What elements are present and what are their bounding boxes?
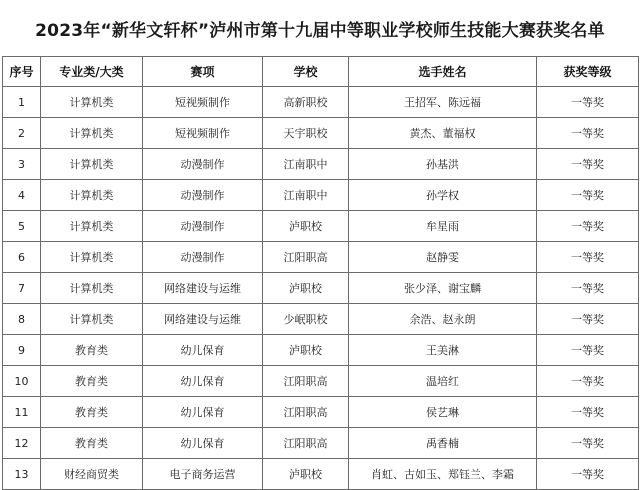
cell-school: 江阳职高 xyxy=(263,428,349,459)
cell-event: 短视频制作 xyxy=(143,87,263,118)
cell-major: 计算机类 xyxy=(41,273,143,304)
cell-award-level: 一等奖 xyxy=(537,304,639,335)
cell-players: 余浩、赵永朗 xyxy=(349,304,537,335)
cell-players: 侯艺琳 xyxy=(349,397,537,428)
cell-award-level: 一等奖 xyxy=(537,180,639,211)
cell-players: 黄杰、董福权 xyxy=(349,118,537,149)
cell-event: 动漫制作 xyxy=(143,211,263,242)
cell-award-level: 一等奖 xyxy=(537,149,639,180)
cell-school: 泸职校 xyxy=(263,273,349,304)
header-event: 赛项 xyxy=(143,57,263,87)
header-players: 选手姓名 xyxy=(349,57,537,87)
cell-award-level: 一等奖 xyxy=(537,366,639,397)
table-row xyxy=(3,180,639,211)
cell-award-level: 一等奖 xyxy=(537,397,639,428)
table-row xyxy=(3,428,639,459)
cell-event: 动漫制作 xyxy=(143,149,263,180)
cell-serial: 11 xyxy=(3,397,41,428)
cell-major: 计算机类 xyxy=(41,87,143,118)
cell-event: 动漫制作 xyxy=(143,180,263,211)
table-row xyxy=(3,366,639,397)
cell-serial: 2 xyxy=(3,118,41,149)
table-row xyxy=(3,118,639,149)
cell-award-level: 一等奖 xyxy=(537,87,639,118)
header-major: 专业类/大类 xyxy=(41,57,143,87)
table-row xyxy=(3,149,639,180)
table-row xyxy=(3,211,639,242)
cell-school: 泸职校 xyxy=(263,459,349,490)
cell-school: 泸职校 xyxy=(263,211,349,242)
cell-players: 王美淋 xyxy=(349,335,537,366)
cell-major: 计算机类 xyxy=(41,304,143,335)
cell-major: 计算机类 xyxy=(41,211,143,242)
cell-school: 高新职校 xyxy=(263,87,349,118)
cell-school: 少岷职校 xyxy=(263,304,349,335)
header-award-level: 获奖等级 xyxy=(537,57,639,87)
cell-award-level: 一等奖 xyxy=(537,335,639,366)
cell-event: 幼儿保育 xyxy=(143,428,263,459)
cell-serial: 13 xyxy=(3,459,41,490)
cell-award-level: 一等奖 xyxy=(537,118,639,149)
table-body xyxy=(3,87,639,490)
cell-players: 孙基洪 xyxy=(349,149,537,180)
awards-table xyxy=(2,56,639,490)
cell-event: 短视频制作 xyxy=(143,118,263,149)
cell-players: 禹香楠 xyxy=(349,428,537,459)
cell-serial: 9 xyxy=(3,335,41,366)
cell-event: 动漫制作 xyxy=(143,242,263,273)
cell-players: 赵静雯 xyxy=(349,242,537,273)
cell-serial: 5 xyxy=(3,211,41,242)
cell-school: 江阳职高 xyxy=(263,242,349,273)
table-row xyxy=(3,459,639,490)
header-serial: 序号 xyxy=(3,57,41,87)
cell-players: 孙学权 xyxy=(349,180,537,211)
cell-school: 江阳职高 xyxy=(263,397,349,428)
cell-serial: 7 xyxy=(3,273,41,304)
cell-major: 财经商贸类 xyxy=(41,459,143,490)
cell-serial: 1 xyxy=(3,87,41,118)
cell-award-level: 一等奖 xyxy=(537,242,639,273)
cell-event: 网络建设与运维 xyxy=(143,273,263,304)
table-row xyxy=(3,273,639,304)
cell-major: 计算机类 xyxy=(41,180,143,211)
table-row xyxy=(3,397,639,428)
header-school: 学校 xyxy=(263,57,349,87)
cell-school: 江南职中 xyxy=(263,149,349,180)
cell-serial: 12 xyxy=(3,428,41,459)
cell-serial: 8 xyxy=(3,304,41,335)
table-row xyxy=(3,335,639,366)
cell-event: 幼儿保育 xyxy=(143,335,263,366)
cell-school: 江南职中 xyxy=(263,180,349,211)
cell-major: 计算机类 xyxy=(41,242,143,273)
cell-award-level: 一等奖 xyxy=(537,428,639,459)
table-row xyxy=(3,87,639,118)
cell-school: 江阳职高 xyxy=(263,366,349,397)
cell-serial: 4 xyxy=(3,180,41,211)
cell-serial: 6 xyxy=(3,242,41,273)
cell-major: 计算机类 xyxy=(41,118,143,149)
cell-event: 电子商务运营 xyxy=(143,459,263,490)
cell-event: 幼儿保育 xyxy=(143,397,263,428)
cell-players: 王招军、陈远福 xyxy=(349,87,537,118)
table-row xyxy=(3,242,639,273)
cell-event: 幼儿保育 xyxy=(143,366,263,397)
table-row xyxy=(3,304,639,335)
cell-award-level: 一等奖 xyxy=(537,273,639,304)
cell-major: 教育类 xyxy=(41,335,143,366)
cell-players: 温培红 xyxy=(349,366,537,397)
cell-major: 教育类 xyxy=(41,397,143,428)
cell-serial: 3 xyxy=(3,149,41,180)
cell-major: 教育类 xyxy=(41,366,143,397)
cell-players: 牟星雨 xyxy=(349,211,537,242)
cell-players: 张少泽、谢宝麟 xyxy=(349,273,537,304)
cell-event: 网络建设与运维 xyxy=(143,304,263,335)
cell-players: 肖虹、古如玉、郑钰兰、李霜 xyxy=(349,459,537,490)
cell-major: 教育类 xyxy=(41,428,143,459)
cell-award-level: 一等奖 xyxy=(537,459,639,490)
cell-serial: 10 xyxy=(3,366,41,397)
cell-major: 计算机类 xyxy=(41,149,143,180)
table-header-row xyxy=(3,57,639,87)
cell-award-level: 一等奖 xyxy=(537,211,639,242)
cell-school: 天宇职校 xyxy=(263,118,349,149)
document-title: 2023年“新华文轩杯”泸州市第十九届中等职业学校师生技能大赛获奖名单 xyxy=(35,21,605,41)
cell-school: 泸职校 xyxy=(263,335,349,366)
